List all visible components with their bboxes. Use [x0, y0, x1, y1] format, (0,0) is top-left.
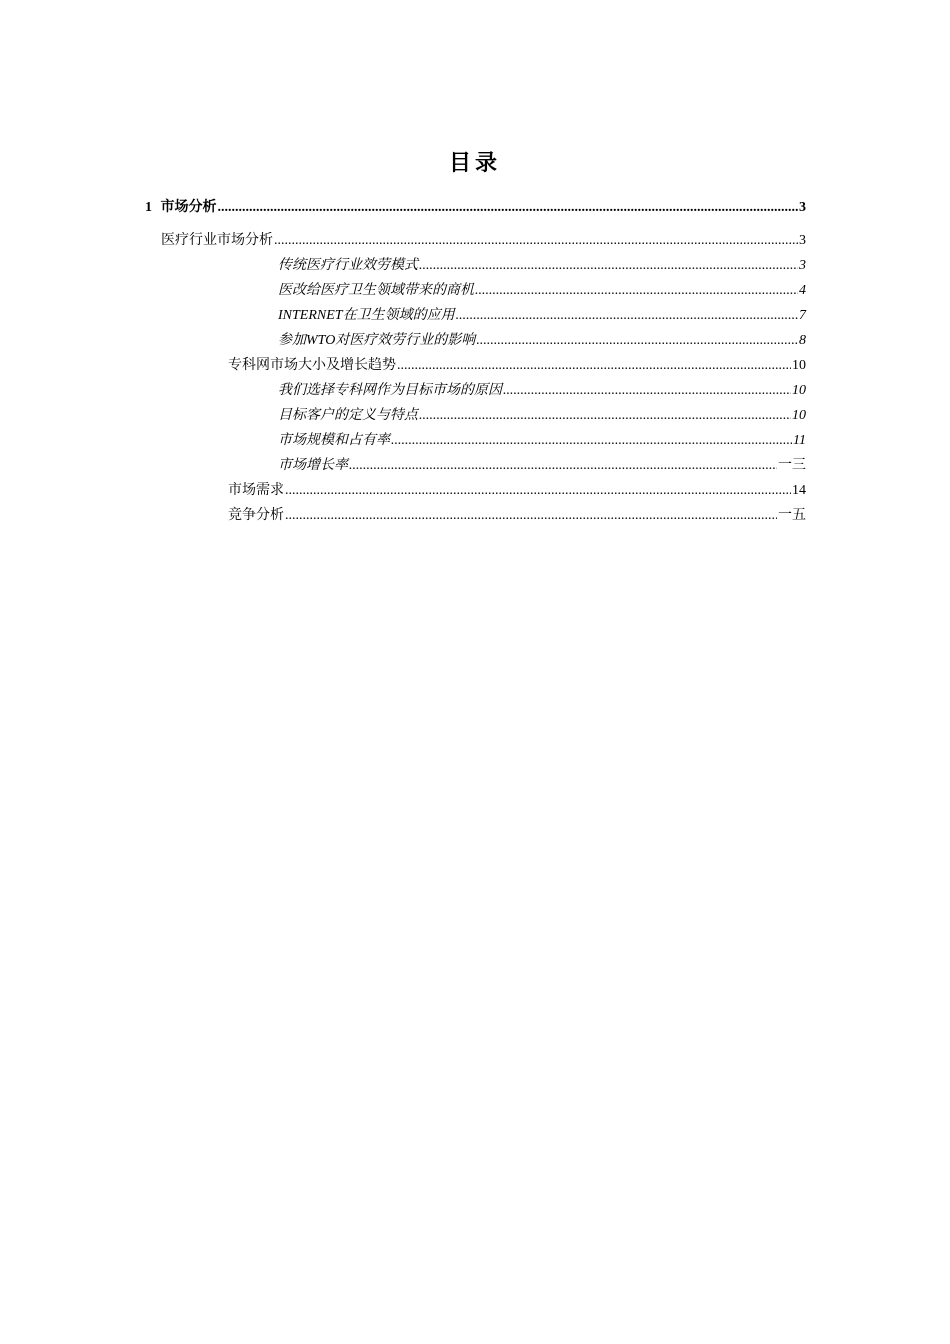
toc-entry-market-scale[interactable] — [278, 432, 806, 450]
toc-leader-dots — [391, 432, 792, 450]
toc-entry-label: 竞争分析 — [228, 508, 284, 523]
toc-leader-dots — [397, 357, 791, 375]
toc-entry-label: INTERNET在卫生领域的应用 — [278, 308, 455, 323]
toc-entry-market-demand[interactable] — [228, 482, 806, 500]
toc-entry-number: 1 — [145, 200, 152, 215]
toc-leader-dots — [419, 257, 798, 275]
toc-entry-label: 医疗行业市场分析 — [161, 233, 273, 248]
toc-leader-dots — [419, 407, 791, 425]
toc-entry-market-analysis[interactable] — [145, 199, 806, 217]
toc-entry-wto-impact[interactable] — [278, 332, 806, 350]
toc-entry-page: 8 — [799, 333, 806, 348]
toc-entry-label: 参加WTO对医疗效劳行业的影响 — [278, 333, 476, 348]
toc-entry-page: 10 — [792, 383, 806, 398]
toc-entry-page: 14 — [792, 483, 806, 498]
toc-entry-label: 我们选择专科网作为目标市场的原因 — [278, 383, 502, 398]
toc-entry-traditional-service[interactable] — [278, 257, 806, 275]
toc-entry-market-growth[interactable] — [278, 457, 806, 475]
toc-entry-target-customer[interactable] — [278, 407, 806, 425]
toc-entry-competition-analysis[interactable] — [228, 507, 806, 525]
toc-entry-label: 市场增长率 — [278, 458, 348, 473]
toc-leader-dots — [349, 457, 777, 475]
toc-entry-page: 4 — [799, 283, 806, 298]
toc-entry-label: 医改给医疗卫生领域带来的商机 — [278, 283, 474, 298]
toc-entry-label: 市场分析 — [160, 200, 217, 215]
toc-entry-label: 传统医疗行业效劳模式 — [278, 258, 418, 273]
toc-leader-dots — [274, 232, 798, 250]
toc-entry-label: 专科网市场大小及增长趋势 — [228, 358, 396, 373]
toc-leader-dots — [456, 307, 798, 325]
toc-leader-dots — [503, 382, 791, 400]
toc-entry-page: 3 — [799, 258, 806, 273]
toc-entry-medical-industry[interactable] — [161, 232, 806, 250]
toc-leader-dots — [217, 199, 798, 217]
toc-entry-page: 7 — [799, 308, 806, 323]
toc-entry-page: 3 — [799, 200, 806, 215]
toc-entry-label: 市场需求 — [228, 483, 284, 498]
toc-leader-dots — [476, 332, 798, 350]
toc-entry-label: 市场规模和占有率 — [278, 433, 390, 448]
toc-title: 目录 — [448, 150, 501, 176]
toc-entry-internet-application[interactable] — [278, 307, 806, 325]
toc-entry-specialty-net-market[interactable] — [228, 357, 806, 375]
toc-entry-page: 10 — [792, 408, 806, 423]
toc-entry-page: 一五 — [778, 508, 806, 523]
toc-entry-label: 目标客户的定义与特点 — [278, 408, 418, 423]
toc-entry-page: 一三 — [778, 458, 806, 473]
toc-entry-page: 11 — [793, 433, 806, 448]
toc-leader-dots — [285, 482, 791, 500]
toc-leader-dots — [475, 282, 798, 300]
toc-entry-target-market-reason[interactable] — [278, 382, 806, 400]
toc-entry-reform-opportunity[interactable] — [278, 282, 806, 300]
toc-entry-page: 10 — [792, 358, 806, 373]
toc-leader-dots — [285, 507, 777, 525]
toc-entry-page: 3 — [799, 233, 806, 248]
